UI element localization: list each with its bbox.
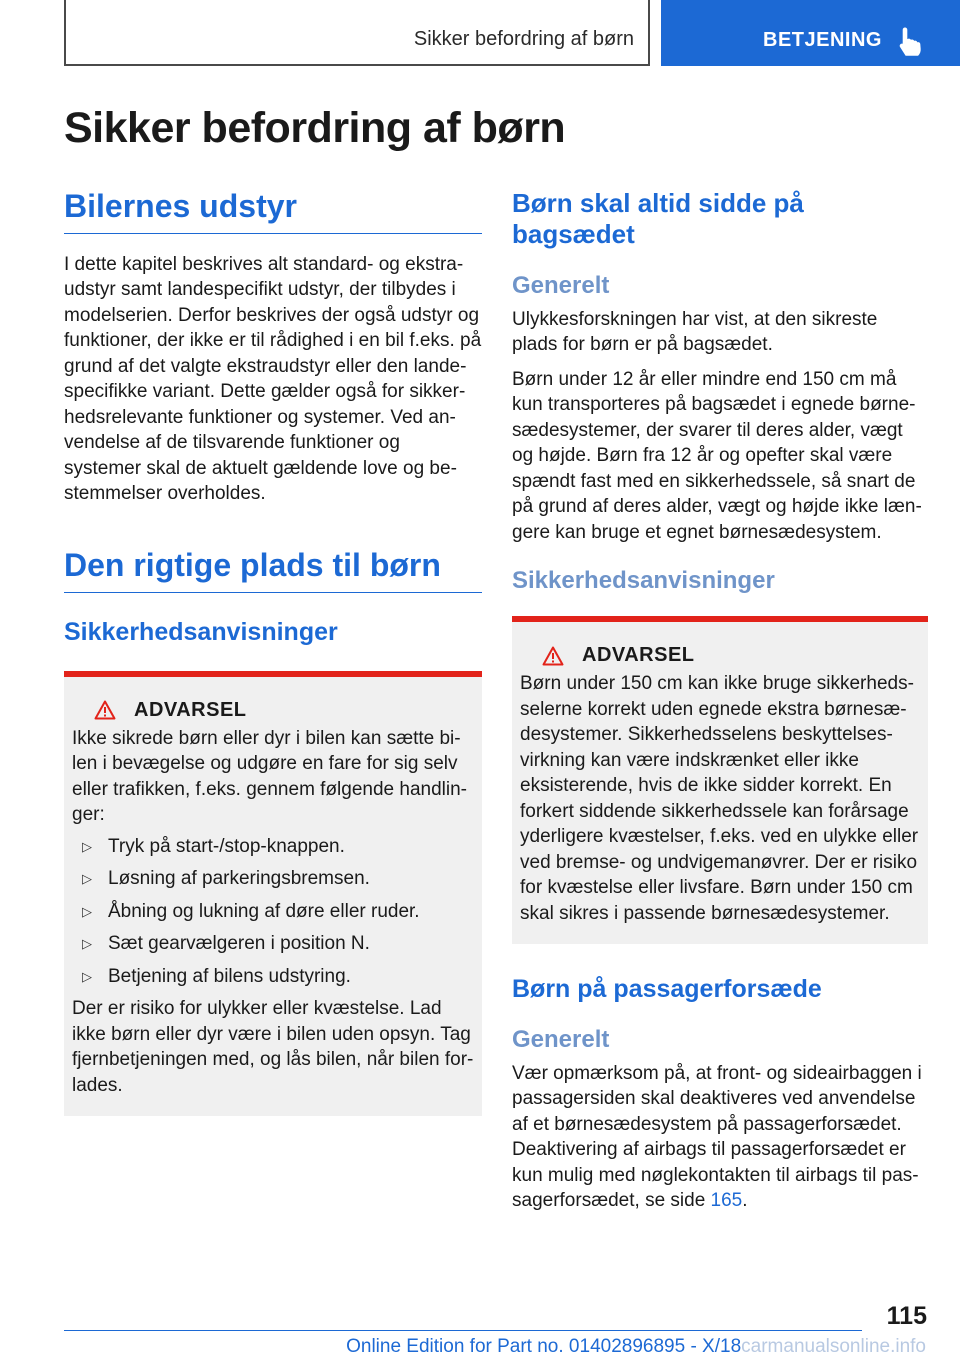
warning-label: ADVARSEL xyxy=(582,644,695,667)
heading-generelt-2: Generelt xyxy=(512,1026,610,1054)
header-chapter-tab[interactable] xyxy=(661,0,960,66)
header-chapter-label: BETJENING xyxy=(763,29,882,51)
list-item: ▷ Sæt gearvælgeren i position N. xyxy=(72,931,474,957)
watermark: carmanualsonline.info xyxy=(741,1336,926,1357)
warning-outro: Der er risiko for ulykker eller kvæstelse. Lad ikke børn eller dyr være i bilen uden opsyn. Tag fjernbetjeningen med, og lås bilen, når bilen forlades. xyxy=(72,998,474,1096)
paragraph-generelt-2: Vær opmærksom på, at front- og sideairbaggen i passagersiden skal deaktiveres ved anvendelse af et børnesædesystem på passagerforsædet. Deaktivering af airbags til passagerforsædet er kun mulig med nøglekontakten til airbags til passagerforsædet, se side 165. xyxy=(512,1062,922,1212)
warning-triangle-icon xyxy=(94,700,116,720)
footer-divider xyxy=(64,1330,862,1331)
heading-passagerforsaede: Børn på passagerforsæde xyxy=(512,975,822,1004)
list-item: ▷ Åbning og lukning af døre eller ruder. xyxy=(72,899,474,925)
paragraph-bilernes-udstyr: I dette kapitel beskrives alt standard- og ekstraudstyr samt landespecifikt udstyr, der tilbydes i modelserien. Derfor beskrives der også udstyr og funktioner, der ikke er til rådighed i en bil f.eks. på grund af det valgte ekstraudstyr eller den landespecifikke variant. Dette gælder også for sikkerhedsrelevante funktioner og systemer. Ved anvendelse af de tilsvarende funktioner og systemer skal de aktuelt gældende love og bestemmelser overholdes. xyxy=(64,253,482,505)
warning-header xyxy=(542,644,920,667)
header-section-title: Sikker befordring af børn xyxy=(413,28,634,50)
heading-sikkerhedsanvisninger-right: Sikkerhedsanvisninger xyxy=(512,567,775,595)
page-reference-link[interactable]: 165 xyxy=(710,1190,743,1212)
warning-header xyxy=(94,699,474,722)
heading-sikkerhedsanvisninger-left: Sikkerhedsanvisninger xyxy=(64,617,338,646)
right-column xyxy=(512,188,928,1214)
warning-box-right xyxy=(512,616,928,944)
warning-text: Børn under 150 cm kan ikke bruge sikkerhedsselerne korrekt uden egnede ekstra børnesædesystemer. Sikkerhedsselens beskyttelsesvirkning kan være indskrænket eller ikke eksisterende, hvis de ikke sidder korrekt. En forkert siddende sikkerhedssele kan forårsage yderligere kvæstelser, f.eks. ved en ulykke eller ved bremse- og undvigemanøvrer. Der er risiko for kvæstelse eller livsfare. Børn under 150 cm skal sikres i passende børnesædesystemer. xyxy=(520,673,919,924)
triangle-bullet-icon: ▷ xyxy=(82,838,92,854)
warning-label: ADVARSEL xyxy=(134,698,247,721)
paragraph-generelt-1b: Børn under 12 år eller mindre end 150 cm må kun transporteres på bagsædet i egnede børnesædesystemer, der svarer til deres alder, vægt og højde. Børn fra 12 år og opefter skal være spændt fast med en sikkerhedssele, så snart de på grund af deres alder, vægt og højde ikke længere kan bruge et egnet børnesædesystem. xyxy=(512,368,922,543)
triangle-bullet-icon: ▷ xyxy=(82,903,92,919)
triangle-bullet-icon: ▷ xyxy=(82,871,92,887)
list-item: ▷ Tryk på start-/stop-knappen. xyxy=(72,834,474,860)
heading-bagsaedet: Børn skal altid sidde på bagsædet xyxy=(512,188,804,249)
left-column xyxy=(64,188,482,1116)
page-header xyxy=(0,0,960,66)
page-number: 115 xyxy=(886,1302,927,1330)
pointing-hand-icon xyxy=(897,26,923,56)
triangle-bullet-icon: ▷ xyxy=(82,936,92,952)
header-section-box xyxy=(64,0,650,66)
paragraph-generelt-1a: Ulykkesforskningen har vist, at den sikreste plads for børn er på bagsædet. xyxy=(512,308,878,356)
warning-box-left xyxy=(64,671,482,1117)
list-item: ▷ Løsning af parkeringsbremsen. xyxy=(72,866,474,892)
heading-rigtige-plads: Den rigtige plads til børn xyxy=(64,547,482,593)
warning-bullet-list xyxy=(72,834,474,990)
warning-intro: Ikke sikrede børn eller dyr i bilen kan sætte bilen i bevægelse og udgøre en fare for sig selv eller trafikken, f.eks. gennem følgende handlinger: xyxy=(72,727,467,826)
triangle-bullet-icon: ▷ xyxy=(82,968,92,984)
list-item: ▷ Betjening af bilens udstyring. xyxy=(72,964,474,990)
heading-bilernes-udstyr: Bilernes udstyr xyxy=(64,188,482,234)
page-title: Sikker befordring af børn xyxy=(64,104,566,152)
warning-triangle-icon xyxy=(542,646,564,666)
footer-edition: Online Edition for Part no. 01402896895 - X/18carmanualsonline.info xyxy=(346,1336,926,1357)
heading-generelt-1: Generelt xyxy=(512,272,610,299)
